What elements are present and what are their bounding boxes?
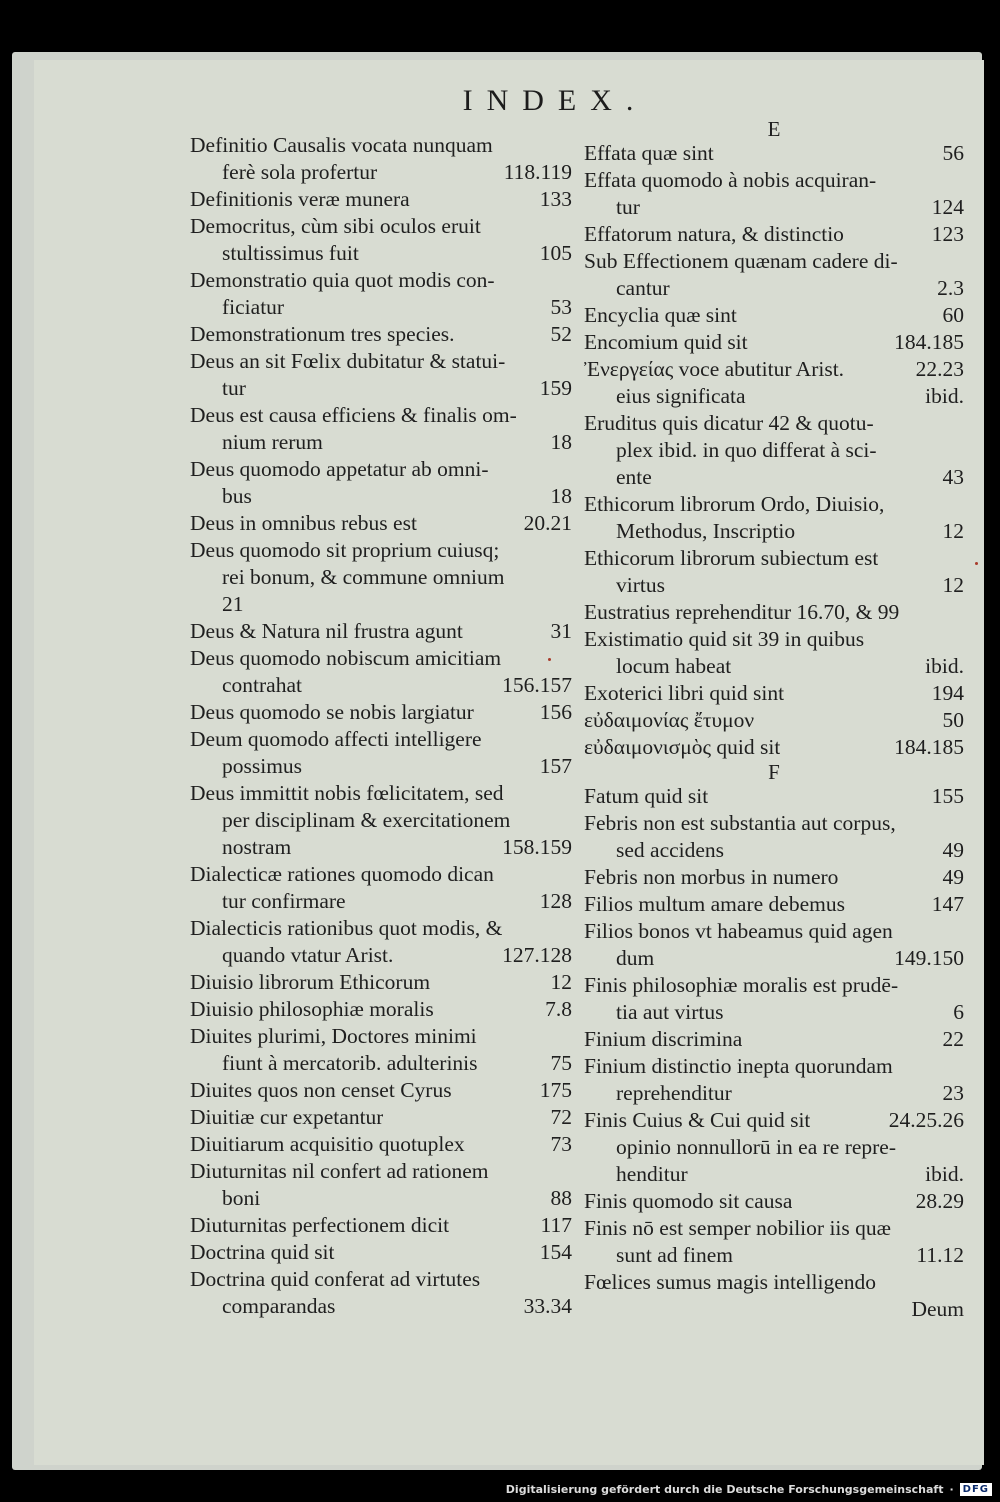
index-entry (584, 734, 964, 761)
index-entry (584, 545, 964, 599)
page-reference: 88 (550, 1186, 572, 1210)
entry-text: Fœlices sumus magis intelligendo (584, 1270, 877, 1294)
index-entry (584, 248, 964, 302)
entry-text: Eustratius reprehenditur 16.70, & 99 (584, 600, 900, 624)
index-entry (190, 645, 572, 699)
entry-line (190, 807, 572, 834)
entry-text: Deum quomodo affecti intelligere (190, 727, 482, 751)
running-head: INDEX. (462, 84, 648, 117)
page-reference: 158.159 (502, 835, 572, 859)
index-entry (190, 348, 572, 402)
entry-text: εὐδαιμονισμὸς quid sit (584, 735, 781, 759)
entry-text: possimus (222, 754, 303, 778)
entry-line (190, 213, 572, 240)
index-entry (584, 1026, 964, 1053)
index-entry (584, 167, 964, 221)
page-reference: ibid. (925, 1162, 964, 1186)
page-reference: 50 (942, 708, 964, 732)
page-reference: Deum (911, 1297, 964, 1321)
entry-text: Finium discrimina (584, 1027, 743, 1051)
entry-text: Diuitiæ cur expetantur (190, 1105, 384, 1129)
page-reference: 184.185 (894, 735, 964, 759)
index-entry (190, 726, 572, 780)
index-entry (190, 1239, 572, 1266)
entry-line (190, 267, 572, 294)
entry-line (584, 275, 964, 302)
index-entry (190, 1212, 572, 1239)
entry-line (190, 1293, 572, 1320)
entry-line (584, 1188, 964, 1215)
index-entry (584, 1188, 964, 1215)
entry-text: Effata quomodo à nobis acquiran- (584, 168, 877, 192)
entry-text: Eruditus quis dicatur 42 & quotu- (584, 411, 874, 435)
index-entry (190, 213, 572, 267)
page-reference: 49 (942, 838, 964, 862)
entry-line (190, 456, 572, 483)
entry-text: Ethicorum librorum Ordo, Diuisio, (584, 492, 885, 516)
entry-text: Deus an sit Fœlix dubitatur & statui- (190, 349, 506, 373)
entry-text: Existimatio quid sit 39 in quibus (584, 627, 865, 651)
entry-text: Democritus, cùm sibi oculos eruit (190, 214, 481, 238)
entry-text: per disciplinam & exercitationem (222, 808, 511, 832)
entry-text: Filios multum amare debemus (584, 892, 845, 916)
entry-line (584, 945, 964, 972)
entry-text: Finis philosophiæ moralis est prudē- (584, 973, 899, 997)
entry-text: tur confirmare (222, 889, 346, 913)
entry-text: Deus & Natura nil frustra agunt (190, 619, 463, 643)
entry-line (190, 1158, 572, 1185)
entry-text: locum habeat (616, 654, 732, 678)
index-entry (190, 402, 572, 456)
entry-line (584, 972, 964, 999)
entry-line (190, 294, 572, 321)
entry-text: Filios bonos vt habeamus quid agen (584, 919, 893, 943)
page-reference: 117 (540, 1213, 572, 1237)
page-reference: 105 (539, 241, 572, 265)
index-entry (584, 1107, 964, 1188)
entry-line (584, 680, 964, 707)
entry-line (190, 1050, 572, 1077)
entry-text: Methodus, Inscriptio (616, 519, 796, 543)
index-entry (584, 810, 964, 864)
page-reference: 43 (942, 465, 964, 489)
page-reference: 22.23 (915, 357, 964, 381)
page-reference: ibid. (925, 654, 964, 678)
entry-line (584, 491, 964, 518)
page-reference: 184.185 (894, 330, 964, 354)
entry-line (190, 240, 572, 267)
entry-line (584, 599, 964, 626)
entry-line (584, 1026, 964, 1053)
entry-text: Diuturnitas nil confert ad rationem (190, 1159, 489, 1183)
index-entry (584, 707, 964, 734)
entry-line (190, 1131, 572, 1158)
entry-line (584, 1134, 964, 1161)
right-index-column (584, 118, 964, 1323)
index-entry (190, 132, 572, 186)
index-entry (584, 783, 964, 810)
entry-text: Encyclia quæ sint (584, 303, 737, 327)
entry-text: quando vtatur Arist. (222, 943, 394, 967)
page-reference: 154 (539, 1240, 572, 1264)
index-entry (190, 969, 572, 996)
entry-line (584, 626, 964, 653)
left-index-column (190, 132, 572, 1320)
index-entry (584, 680, 964, 707)
entry-text: comparandas (222, 1294, 336, 1318)
page-reference: ibid. (925, 384, 964, 408)
page-reference: 155 (931, 784, 964, 808)
index-entry (190, 618, 572, 645)
entry-text: εὐδαιμονίας ἔτυμον (584, 708, 755, 732)
page-reference: 49 (942, 865, 964, 889)
index-entry (584, 599, 964, 626)
entry-text: ente (616, 465, 652, 489)
entry-line (190, 618, 572, 645)
entry-text: bus (222, 484, 252, 508)
entry-text: Febris non morbus in numero (584, 865, 839, 889)
entry-line (190, 510, 572, 537)
entry-line (190, 321, 572, 348)
entry-line (584, 783, 964, 810)
entry-line (190, 996, 572, 1023)
entry-text: Demonstrationum tres species. (190, 322, 455, 346)
page-reference: 22 (942, 1027, 964, 1051)
entry-text: eius significata (616, 384, 746, 408)
page-reference: 149.150 (894, 946, 964, 970)
page-reference: 18 (550, 430, 572, 454)
entry-text: Diuisio philosophiæ moralis (190, 997, 434, 1021)
entry-line (584, 810, 964, 837)
entry-text: Deus est causa efficiens & finalis om- (190, 403, 517, 427)
entry-text: tur (222, 376, 246, 400)
entry-line (190, 753, 572, 780)
entry-line (190, 672, 572, 699)
entry-line (584, 653, 964, 680)
entry-line (584, 734, 964, 761)
entry-text: Diuites plurimi, Doctores minimi (190, 1024, 477, 1048)
entry-text: Effata quæ sint (584, 141, 714, 165)
entry-line (584, 140, 964, 167)
entry-text: fiunt à mercatorib. adulterinis (222, 1051, 478, 1075)
page-reference: 12 (942, 573, 964, 597)
entry-text: Diuturnitas perfectionem dicit (190, 1213, 450, 1237)
index-entry (584, 140, 964, 167)
entry-line (584, 1161, 964, 1188)
index-entry (190, 996, 572, 1023)
page-reference: 12 (550, 970, 572, 994)
entry-line (584, 918, 964, 945)
entry-line (584, 302, 964, 329)
entry-text: Febris non est substantia aut corpus, (584, 811, 896, 835)
entry-text: reprehenditur (616, 1081, 732, 1105)
page-reference: 2.3 (937, 276, 964, 300)
entry-line (190, 591, 572, 618)
entry-line (190, 159, 572, 186)
index-entry (190, 861, 572, 915)
index-entry (190, 267, 572, 321)
entry-text: cantur (616, 276, 670, 300)
entry-line (584, 1296, 964, 1323)
entry-line (190, 834, 572, 861)
section-letter-f: F (768, 760, 780, 784)
entry-line (190, 1212, 572, 1239)
entry-line (190, 942, 572, 969)
section-letter-e: E (767, 117, 781, 141)
entry-line (584, 356, 964, 383)
entry-text: Diuites quos non censet Cyrus (190, 1078, 452, 1102)
entry-line (584, 410, 964, 437)
entry-line (584, 518, 964, 545)
entry-line (190, 1185, 572, 1212)
page-reference: 72 (550, 1105, 572, 1129)
entry-line (190, 429, 572, 456)
entry-line (190, 888, 572, 915)
page-reference: 11.12 (916, 1243, 964, 1267)
page-reference: 156 (539, 700, 572, 724)
entry-text: stultissimus fuit (222, 241, 359, 265)
page-reference: 73 (550, 1132, 572, 1156)
entry-line (584, 572, 964, 599)
separator-icon: · (949, 1483, 954, 1496)
entry-text: nium rerum (222, 430, 323, 454)
entry-text: Effatorum natura, & distinctio (584, 222, 844, 246)
entry-text: Diuisio librorum Ethicorum (190, 970, 431, 994)
page-reference: 20.21 (523, 511, 572, 535)
entry-line (190, 132, 572, 159)
entry-line (190, 780, 572, 807)
index-entry (584, 626, 964, 680)
index-entry (584, 410, 964, 491)
index-entry (584, 891, 964, 918)
ink-speck (975, 562, 978, 565)
entry-text: 21 (222, 592, 244, 616)
entry-line (584, 1215, 964, 1242)
entry-text: ferè sola profertur (222, 160, 378, 184)
entry-text: Demonstratio quia quot modis con- (190, 268, 495, 292)
entry-line (584, 167, 964, 194)
page-reference: 147 (931, 892, 964, 916)
entry-line (584, 837, 964, 864)
page-reference: 23 (942, 1081, 964, 1105)
entry-line (584, 221, 964, 248)
entry-text: ficiatur (222, 295, 285, 319)
index-entry (584, 329, 964, 356)
entry-line (190, 1239, 572, 1266)
entry-line (584, 999, 964, 1026)
page-reference: 60 (942, 303, 964, 327)
page-reference: 194 (931, 681, 964, 705)
entry-text: Diuitiarum acquisitio quotuplex (190, 1132, 465, 1156)
index-entry (584, 864, 964, 891)
index-entry (190, 1023, 572, 1077)
entry-text: sed accidens (616, 838, 725, 862)
entry-text: henditur (616, 1162, 688, 1186)
entry-text: Deus in omnibus rebus est (190, 511, 417, 535)
entry-line (190, 915, 572, 942)
entry-text: Definitionis veræ munera (190, 187, 410, 211)
entry-line (584, 437, 964, 464)
section-f-entries (584, 783, 964, 1323)
index-entry (584, 1053, 964, 1107)
page-reference: 128 (539, 889, 572, 913)
entry-text: Encomium quid sit (584, 330, 748, 354)
entry-line (584, 1107, 964, 1134)
page-reference: 133 (539, 187, 572, 211)
page-reference: 7.8 (545, 997, 572, 1021)
entry-text: dum (616, 946, 655, 970)
entry-line (584, 1080, 964, 1107)
entry-line (190, 699, 572, 726)
index-entry (190, 1104, 572, 1131)
entry-text: nostram (222, 835, 292, 859)
page-reference: 52 (550, 322, 572, 346)
index-entry (584, 356, 964, 410)
footer-credit: Digitalisierung gefördert durch die Deutsche Forschungsgemeinschaft (505, 1483, 944, 1496)
page-reference: 18 (550, 484, 572, 508)
entry-line (190, 402, 572, 429)
entry-text: Deus quomodo se nobis largiatur (190, 700, 474, 724)
page-reference: 12 (942, 519, 964, 543)
entry-line (190, 483, 572, 510)
entry-line (190, 348, 572, 375)
entry-line (190, 1266, 572, 1293)
entry-line (190, 537, 572, 564)
index-entry (584, 1269, 964, 1323)
index-entry (584, 302, 964, 329)
entry-text: Finis nō est semper nobilior iis quæ (584, 1216, 891, 1240)
entry-text: Ἐνεργείας voce abutitur Arist. (584, 357, 845, 381)
page-reference: 24.25.26 (888, 1108, 964, 1132)
entry-text: Doctrina quid sit (190, 1240, 335, 1264)
entry-line (190, 375, 572, 402)
entry-line (584, 864, 964, 891)
entry-line (584, 248, 964, 275)
page-reference: 6 (953, 1000, 964, 1024)
entry-line (190, 726, 572, 753)
index-entry (190, 1131, 572, 1158)
entry-text: Definitio Causalis vocata nunquam (190, 133, 493, 157)
entry-text: boni (222, 1186, 261, 1210)
page-reference: 56 (942, 141, 964, 165)
index-entry (190, 537, 572, 618)
page-reference: 53 (550, 295, 572, 319)
entry-line (584, 1053, 964, 1080)
entry-line (190, 861, 572, 888)
index-entry (190, 456, 572, 510)
entry-text: Exoterici libri quid sint (584, 681, 785, 705)
entry-line (584, 1269, 964, 1296)
entry-line (584, 891, 964, 918)
entry-text: tia aut virtus (616, 1000, 724, 1024)
entry-line (584, 545, 964, 572)
entry-text: Deus quomodo appetatur ab omni- (190, 457, 489, 481)
entry-line (190, 645, 572, 672)
entry-text: plex ibid. in quo differat à sci- (616, 438, 877, 462)
page-reference: 75 (550, 1051, 572, 1075)
page-reference: 156.157 (502, 673, 572, 697)
page-reference: 159 (539, 376, 572, 400)
index-entry (190, 1158, 572, 1212)
entry-text: Doctrina quid conferat ad virtutes (190, 1267, 481, 1291)
entry-text: Sub Effectionem quænam cadere di- (584, 249, 898, 273)
entry-line (584, 383, 964, 410)
entry-text: rei bonum, & commune omnium (222, 565, 505, 589)
entry-line (190, 186, 572, 213)
entry-text: Deus quomodo nobiscum amicitiam (190, 646, 502, 670)
entry-line (190, 969, 572, 996)
entry-line (584, 464, 964, 491)
entry-text: virtus (616, 573, 665, 597)
page-reference: 118.119 (503, 160, 572, 184)
index-entry (584, 221, 964, 248)
index-entry (190, 699, 572, 726)
entry-line (584, 1242, 964, 1269)
index-entry (190, 186, 572, 213)
index-entry (190, 1266, 572, 1320)
index-entry (190, 1077, 572, 1104)
page-reference: 127.128 (502, 943, 572, 967)
page-reference: 175 (539, 1078, 572, 1102)
entry-line (190, 1077, 572, 1104)
entry-line (190, 1104, 572, 1131)
entry-text: Dialecticis rationibus quot modis, & (190, 916, 503, 940)
section-e-entries (584, 140, 964, 761)
page-reference: 33.34 (523, 1294, 572, 1318)
digitization-footer (506, 1483, 992, 1496)
dfg-logo: DFG (960, 1483, 992, 1496)
entry-text: opinio nonnullorū in ea re repre- (616, 1135, 897, 1159)
index-entry (190, 510, 572, 537)
entry-text: Finium distinctio inepta quorundam (584, 1054, 893, 1078)
page-reference: 124 (931, 195, 964, 219)
index-entry (584, 1215, 964, 1269)
entry-line (190, 564, 572, 591)
entry-text: Dialecticæ rationes quomodo dican (190, 862, 494, 886)
entry-text: tur (616, 195, 640, 219)
entry-text: Deus immittit nobis fœlicitatem, sed (190, 781, 504, 805)
entry-line (584, 329, 964, 356)
entry-text: sunt ad finem (616, 1243, 734, 1267)
index-entry (584, 972, 964, 1026)
entry-text: contrahat (222, 673, 302, 697)
entry-line (584, 194, 964, 221)
index-entry (190, 915, 572, 969)
entry-text: Finis Cuius & Cui quid sit (584, 1108, 811, 1132)
page-reference: 157 (539, 754, 572, 778)
entry-text: Fatum quid sit (584, 784, 709, 808)
page-reference: 28.29 (915, 1189, 964, 1213)
entry-text: Deus quomodo sit proprium cuiusq; (190, 538, 500, 562)
entry-text: Finis quomodo sit causa (584, 1189, 793, 1213)
index-entry (584, 918, 964, 972)
index-entry (190, 321, 572, 348)
entry-line (584, 707, 964, 734)
entry-text: Ethicorum librorum subiectum est (584, 546, 879, 570)
index-entry (190, 780, 572, 861)
entry-line (190, 1023, 572, 1050)
page-reference: 31 (550, 619, 572, 643)
page-reference: 123 (931, 222, 964, 246)
index-entry (584, 491, 964, 545)
